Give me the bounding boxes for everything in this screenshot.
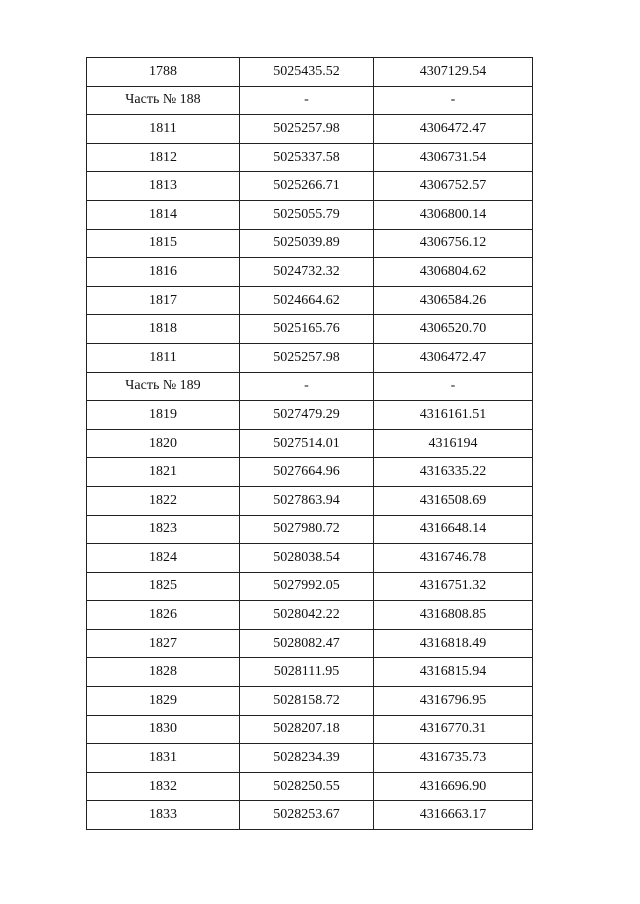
y-coordinate-cell: 4316818.49 <box>374 629 533 658</box>
x-coordinate-cell: 5028250.55 <box>240 772 374 801</box>
x-coordinate-cell: 5027992.05 <box>240 572 374 601</box>
y-coordinate-cell: 4316796.95 <box>374 687 533 716</box>
y-coordinate-cell: - <box>374 372 533 401</box>
x-coordinate-cell: 5028158.72 <box>240 687 374 716</box>
table-row <box>87 544 533 573</box>
y-coordinate-cell: 4316751.32 <box>374 572 533 601</box>
table-row <box>87 772 533 801</box>
coordinates-table-body <box>87 58 533 830</box>
point-number-cell: 1831 <box>87 744 240 773</box>
x-coordinate-cell: 5025039.89 <box>240 229 374 258</box>
table-row <box>87 172 533 201</box>
y-coordinate-cell: 4306584.26 <box>374 286 533 315</box>
y-coordinate-cell: 4316648.14 <box>374 515 533 544</box>
table-row <box>87 601 533 630</box>
table-row <box>87 429 533 458</box>
x-coordinate-cell: 5028111.95 <box>240 658 374 687</box>
table-row <box>87 372 533 401</box>
point-number-cell: 1813 <box>87 172 240 201</box>
y-coordinate-cell: 4316194 <box>374 429 533 458</box>
point-number-cell: 1821 <box>87 458 240 487</box>
table-row <box>87 229 533 258</box>
point-number-cell: 1828 <box>87 658 240 687</box>
y-coordinate-cell: 4316696.90 <box>374 772 533 801</box>
point-number-cell: 1830 <box>87 715 240 744</box>
x-coordinate-cell: 5028234.39 <box>240 744 374 773</box>
x-coordinate-cell: 5027479.29 <box>240 401 374 430</box>
x-coordinate-cell: 5027863.94 <box>240 486 374 515</box>
table-row <box>87 715 533 744</box>
part-header-cell: Часть № 189 <box>87 372 240 401</box>
table-row <box>87 515 533 544</box>
y-coordinate-cell: 4316746.78 <box>374 544 533 573</box>
point-number-cell: 1788 <box>87 58 240 87</box>
table-row <box>87 458 533 487</box>
x-coordinate-cell: 5028042.22 <box>240 601 374 630</box>
x-coordinate-cell: 5028253.67 <box>240 801 374 830</box>
x-coordinate-cell: - <box>240 372 374 401</box>
x-coordinate-cell: 5028082.47 <box>240 629 374 658</box>
y-coordinate-cell: 4316508.69 <box>374 486 533 515</box>
table-row <box>87 286 533 315</box>
y-coordinate-cell: 4306752.57 <box>374 172 533 201</box>
table-row <box>87 801 533 830</box>
point-number-cell: 1815 <box>87 229 240 258</box>
y-coordinate-cell: 4306756.12 <box>374 229 533 258</box>
table-row <box>87 86 533 115</box>
point-number-cell: 1825 <box>87 572 240 601</box>
x-coordinate-cell: 5027980.72 <box>240 515 374 544</box>
table-row <box>87 658 533 687</box>
y-coordinate-cell: 4316161.51 <box>374 401 533 430</box>
x-coordinate-cell: 5025257.98 <box>240 115 374 144</box>
y-coordinate-cell: 4307129.54 <box>374 58 533 87</box>
point-number-cell: 1816 <box>87 258 240 287</box>
table-row <box>87 143 533 172</box>
x-coordinate-cell: 5025165.76 <box>240 315 374 344</box>
point-number-cell: 1833 <box>87 801 240 830</box>
part-header-cell: Часть № 188 <box>87 86 240 115</box>
x-coordinate-cell: 5027514.01 <box>240 429 374 458</box>
table-row <box>87 258 533 287</box>
table-row <box>87 343 533 372</box>
table-row <box>87 744 533 773</box>
x-coordinate-cell: 5024732.32 <box>240 258 374 287</box>
table-row <box>87 58 533 87</box>
y-coordinate-cell: 4316770.31 <box>374 715 533 744</box>
point-number-cell: 1820 <box>87 429 240 458</box>
y-coordinate-cell: 4306472.47 <box>374 343 533 372</box>
table-row <box>87 486 533 515</box>
x-coordinate-cell: 5024664.62 <box>240 286 374 315</box>
y-coordinate-cell: 4306800.14 <box>374 200 533 229</box>
table-row <box>87 115 533 144</box>
point-number-cell: 1824 <box>87 544 240 573</box>
y-coordinate-cell: 4316815.94 <box>374 658 533 687</box>
x-coordinate-cell: 5025266.71 <box>240 172 374 201</box>
table-row <box>87 687 533 716</box>
x-coordinate-cell: 5028207.18 <box>240 715 374 744</box>
point-number-cell: 1829 <box>87 687 240 716</box>
x-coordinate-cell: 5027664.96 <box>240 458 374 487</box>
x-coordinate-cell: 5025435.52 <box>240 58 374 87</box>
x-coordinate-cell: 5025257.98 <box>240 343 374 372</box>
table-row <box>87 200 533 229</box>
table-row <box>87 629 533 658</box>
y-coordinate-cell: 4306804.62 <box>374 258 533 287</box>
x-coordinate-cell: - <box>240 86 374 115</box>
point-number-cell: 1819 <box>87 401 240 430</box>
point-number-cell: 1817 <box>87 286 240 315</box>
y-coordinate-cell: 4316735.73 <box>374 744 533 773</box>
point-number-cell: 1826 <box>87 601 240 630</box>
point-number-cell: 1811 <box>87 343 240 372</box>
x-coordinate-cell: 5025055.79 <box>240 200 374 229</box>
table-row <box>87 401 533 430</box>
x-coordinate-cell: 5028038.54 <box>240 544 374 573</box>
coordinates-table <box>86 57 533 830</box>
point-number-cell: 1822 <box>87 486 240 515</box>
y-coordinate-cell: 4306731.54 <box>374 143 533 172</box>
point-number-cell: 1818 <box>87 315 240 344</box>
table-row <box>87 315 533 344</box>
y-coordinate-cell: 4306472.47 <box>374 115 533 144</box>
y-coordinate-cell: 4316808.85 <box>374 601 533 630</box>
point-number-cell: 1827 <box>87 629 240 658</box>
x-coordinate-cell: 5025337.58 <box>240 143 374 172</box>
point-number-cell: 1811 <box>87 115 240 144</box>
point-number-cell: 1823 <box>87 515 240 544</box>
y-coordinate-cell: 4306520.70 <box>374 315 533 344</box>
y-coordinate-cell: 4316663.17 <box>374 801 533 830</box>
table-row <box>87 572 533 601</box>
point-number-cell: 1832 <box>87 772 240 801</box>
point-number-cell: 1814 <box>87 200 240 229</box>
y-coordinate-cell: 4316335.22 <box>374 458 533 487</box>
y-coordinate-cell: - <box>374 86 533 115</box>
point-number-cell: 1812 <box>87 143 240 172</box>
